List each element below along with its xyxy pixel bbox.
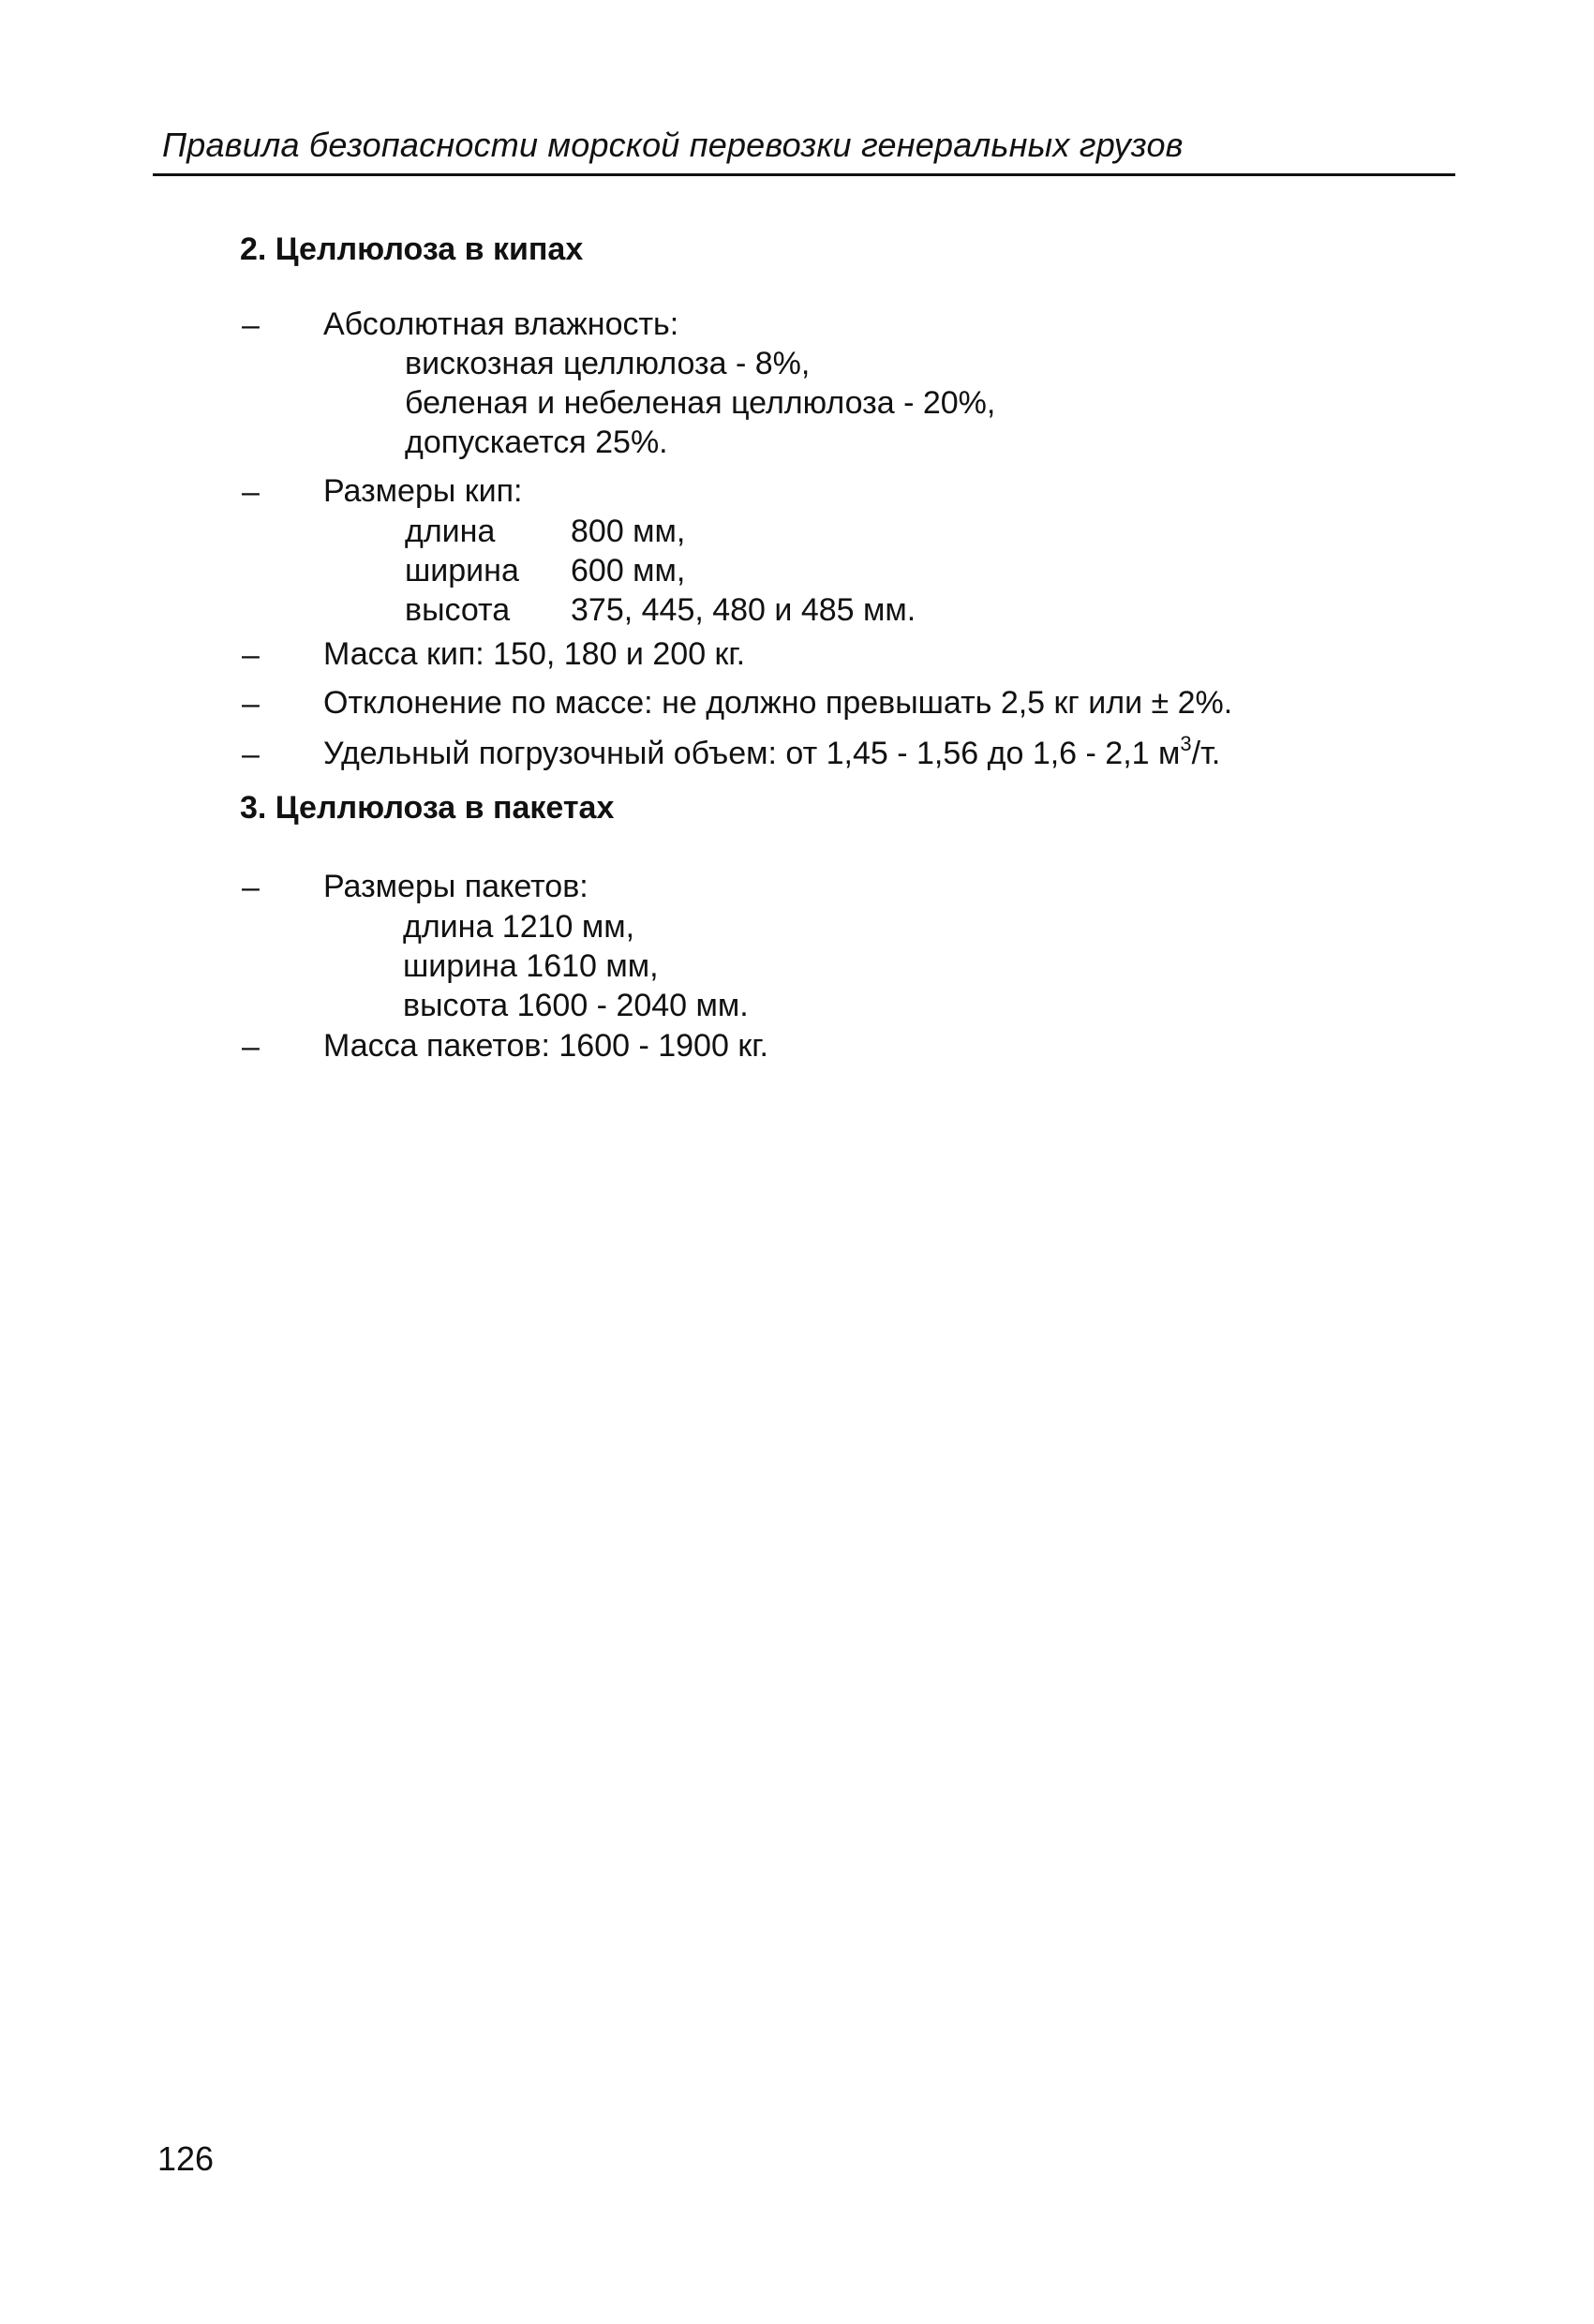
running-title: Правила безопасности морской перевозки генеральных грузов xyxy=(162,126,1184,164)
pack-height: высота 1600 - 2040 мм. xyxy=(403,988,749,1023)
moisture-allowed: допускается 25%. xyxy=(405,425,668,460)
bale-width xyxy=(405,553,685,589)
bullet-dash: – xyxy=(242,637,260,673)
header-rule xyxy=(153,173,1455,176)
moisture-viscose: вискозная целлюлоза - 8%, xyxy=(405,346,811,381)
bale-length xyxy=(405,514,685,550)
bale-sizes-label: Размеры кип: xyxy=(323,473,523,509)
stowage-volume xyxy=(323,731,1221,772)
bale-length-term: длина xyxy=(405,514,496,549)
bale-width-value: 600 мм, xyxy=(571,553,686,588)
page-number: 126 xyxy=(157,2139,215,2178)
bullet-dash: – xyxy=(242,737,260,772)
moisture-bleached: беленая и небеленая целлюлоза - 20%, xyxy=(405,385,996,421)
stowage-volume-exponent: 3 xyxy=(1180,731,1192,755)
bale-height-value: 375, 445, 480 и 485 мм. xyxy=(571,592,916,628)
bale-length-value: 800 мм, xyxy=(571,514,686,549)
stowage-volume-text: Удельный погрузочный объем: от 1,45 - 1,56 до 1,6 - 2,1 м xyxy=(323,736,1181,771)
mass-deviation: Отклонение по массе: не должно превышать 2,5 кг или ± 2%. xyxy=(323,685,1233,721)
bale-height xyxy=(405,592,916,629)
pack-mass: Масса пакетов: 1600 - 1900 кг. xyxy=(323,1028,768,1064)
moisture-label: Абсолютная влажность: xyxy=(323,306,679,342)
section-2-heading: 2. Целлюлоза в кипах xyxy=(240,231,584,267)
bale-width-term: ширина xyxy=(405,553,519,588)
running-header xyxy=(153,120,1455,176)
bale-mass: Масса кип: 150, 180 и 200 кг. xyxy=(323,636,746,672)
pack-width: ширина 1610 мм, xyxy=(403,948,659,984)
bullet-dash: – xyxy=(242,870,260,905)
pack-sizes-label: Размеры пакетов: xyxy=(323,869,588,904)
stowage-volume-unit: /т. xyxy=(1191,736,1221,771)
bullet-dash: – xyxy=(242,307,260,343)
section-3-heading: 3. Целлюлоза в пакетах xyxy=(240,790,615,826)
bullet-dash: – xyxy=(242,1029,260,1065)
pack-length: длина 1210 мм, xyxy=(403,909,635,945)
bale-height-term: высота xyxy=(405,592,511,628)
bullet-dash: – xyxy=(242,474,260,510)
bullet-dash: – xyxy=(242,686,260,722)
